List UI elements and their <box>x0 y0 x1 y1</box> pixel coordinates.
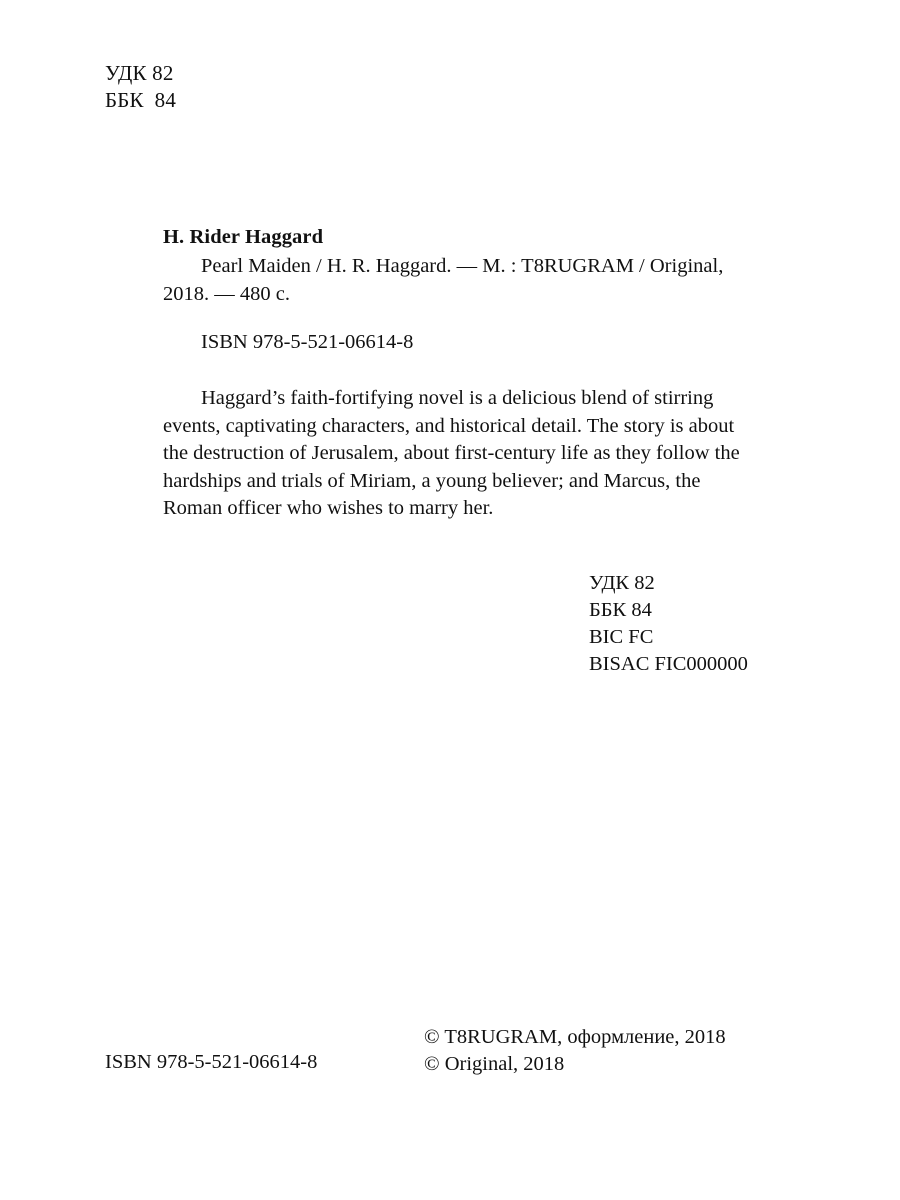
copyright-line-publisher: © T8RUGRAM, оформление, 2018 <box>424 1026 726 1048</box>
bisac-code: BISAC FIC000000 <box>589 653 748 676</box>
annotation-text: Haggard’s faith-fortifying novel is a delicious blend of stirring events, captivating characters, and historical detail. The story is about the destruction of Jerusalem, about first-century life as they follow the hardships and trials of Miriam, a young believer; and Marcus, the Roman officer who wishes to marry her. <box>163 387 740 520</box>
citation-text: Pearl Maiden / H. R. Haggard. — M. : T8RUGRAM / Original, 2018. — 480 c. <box>163 255 724 305</box>
bibliographic-block <box>163 224 763 308</box>
top-classification-codes <box>105 60 176 114</box>
bbk-code-right: ББК 84 <box>589 599 652 622</box>
bbk-code-top: ББК 84 <box>105 87 177 112</box>
copyright-line-original: © Original, 2018 <box>424 1053 565 1076</box>
udk-code-top: УДК 82 <box>105 61 174 85</box>
classification-codes-right <box>589 570 748 678</box>
isbn-footer: ISBN 978-5-521-06614-8 <box>105 1051 318 1073</box>
author-name: H. Rider Haggard <box>163 226 324 248</box>
copyright-block <box>424 1024 726 1079</box>
bic-code: BIC FC <box>589 626 654 649</box>
udk-code-right: УДК 82 <box>589 572 655 594</box>
isbn-top: ISBN 978-5-521-06614-8 <box>201 331 414 353</box>
